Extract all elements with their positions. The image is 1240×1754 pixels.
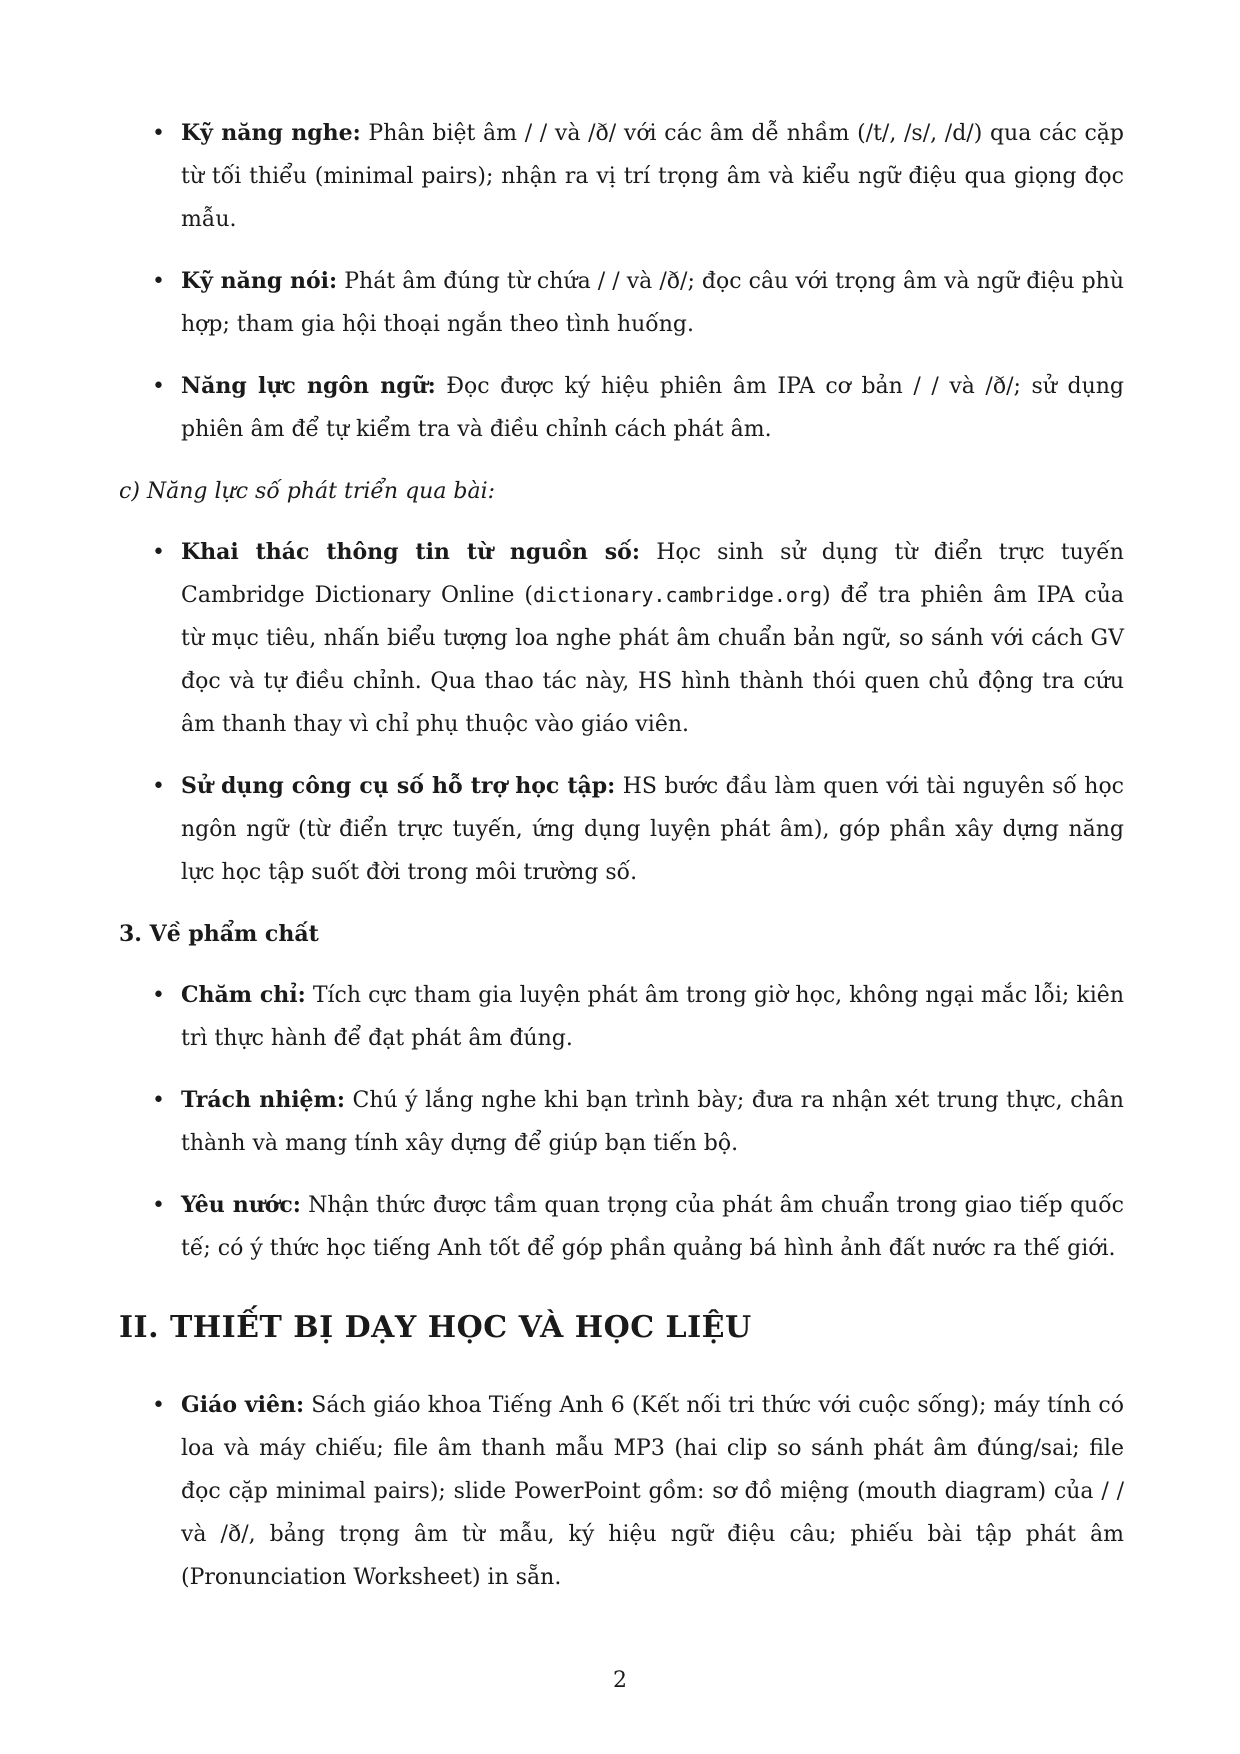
bullet-icon: • [152,1193,165,1218]
bullet-icon: • [152,374,165,399]
item-text: Phát âm đúng từ chứa / / và /ð/; đọc câu với trọng âm và ngữ điệu phù hợp; tham gia hội thoại ngắn theo tình huống. [181,269,1124,337]
list-item [119,1184,1124,1270]
qualities-list [119,974,1124,1270]
item-text: Chú ý lắng nghe khi bạn trình bày; đưa ra nhận xét trung thực, chân thành và mang tính xây dựng để giúp bạn tiến bộ. [181,1088,1124,1156]
skills-list [119,112,1124,451]
list-item [119,1384,1124,1599]
equipment-list [119,1384,1124,1599]
item-term: Giáo viên: [181,1392,305,1418]
bullet-icon: • [152,540,165,565]
item-text: Nhận thức được tầm quan trọng của phát âm chuẩn trong giao tiếp quốc tế; có ý thức học tiếng Anh tốt để góp phần quảng bá hình ảnh đất nước ra thế giới. [181,1193,1125,1261]
list-item [119,765,1124,894]
item-text: Học sinh sử dụng từ điển trực tuyến Cambridge Dictionary Online ( [181,540,1124,608]
item-text: Sách giáo khoa Tiếng Anh 6 (Kết nối tri thức với cuộc sống); máy tính có loa và máy chiếu; file âm thanh mẫu MP3 (hai clip so sánh phát âm đúng/sai; file đọc cặp minimal pairs); slide PowerPoint gồm: sơ đồ miệng (mouth diagram) của / / và /ð/, bảng trọng âm từ mẫu, ký hiệu ngữ điệu câu; phiếu bài tập phát âm (Pronunciation Worksheet) in sẵn. [181,1393,1124,1590]
page-number: 2 [613,1668,627,1693]
item-text: HS bước đầu làm quen với tài nguyên số học ngôn ngữ (từ điển trực tuyến, ứng dụng luyện phát âm), góp phần xây dựng năng lực học tập suốt đời trong môi trường số. [181,774,1125,885]
item-term: Kỹ năng nghe: [181,120,361,146]
item-term: Yêu nước: [181,1192,301,1218]
bullet-icon: • [152,1393,165,1418]
list-item [119,531,1124,746]
list-item [119,1079,1124,1165]
bullet-icon: • [152,983,165,1008]
bullet-icon: • [152,121,165,146]
list-item [119,260,1124,346]
item-term: Năng lực ngôn ngữ: [181,373,436,399]
bullet-icon: • [152,269,165,294]
item-text: Phân biệt âm / / và /ð/ với các âm dễ nhầm (/t/, /s/, /d/) qua các cặp từ tối thiểu (minimal pairs); nhận ra vị trí trọng âm và kiểu ngữ điệu qua giọng đọc mẫu. [181,121,1124,232]
digital-competence-list [119,531,1124,894]
list-item [119,112,1124,241]
dictionary-url: dictionary.cambridge.org [533,583,822,607]
item-term: Trách nhiệm: [181,1087,345,1113]
item-term: Chăm chỉ: [181,982,306,1008]
bullet-icon: • [152,1088,165,1113]
section-title-equipment: II. THIẾT BỊ DẠY HỌC VÀ HỌC LIỆU [119,1310,752,1345]
item-text: ) để tra phiên âm IPA của từ mục tiêu, nhấn biểu tượng loa nghe phát âm chuẩn bản ngữ, so sánh với cách GV đọc và tự điều chỉnh. Qua thao tác này, HS hình thành thói quen chủ động tra cứu âm thanh thay vì chỉ phụ thuộc vào giáo viên. [181,583,1124,737]
item-term: Sử dụng công cụ số hỗ trợ học tập: [181,773,616,799]
item-text: Tích cực tham gia luyện phát âm trong giờ học, không ngại mắc lỗi; kiên trì thực hành để đạt phát âm đúng. [181,983,1124,1051]
bullet-icon: • [152,774,165,799]
document-page [119,112,1124,1618]
item-term: Khai thác thông tin từ nguồn số: [181,539,640,565]
heading-qualities: 3. Về phẩm chất [119,921,319,947]
subheading-digital-competence: c) Năng lực số phát triển qua bài: [119,479,496,504]
list-item [119,974,1124,1060]
list-item [119,365,1124,451]
item-term: Kỹ năng nói: [181,268,338,294]
item-text: Đọc được ký hiệu phiên âm IPA cơ bản / / và /ð/; sử dụng phiên âm để tự kiểm tra và điều chỉnh cách phát âm. [181,374,1124,442]
